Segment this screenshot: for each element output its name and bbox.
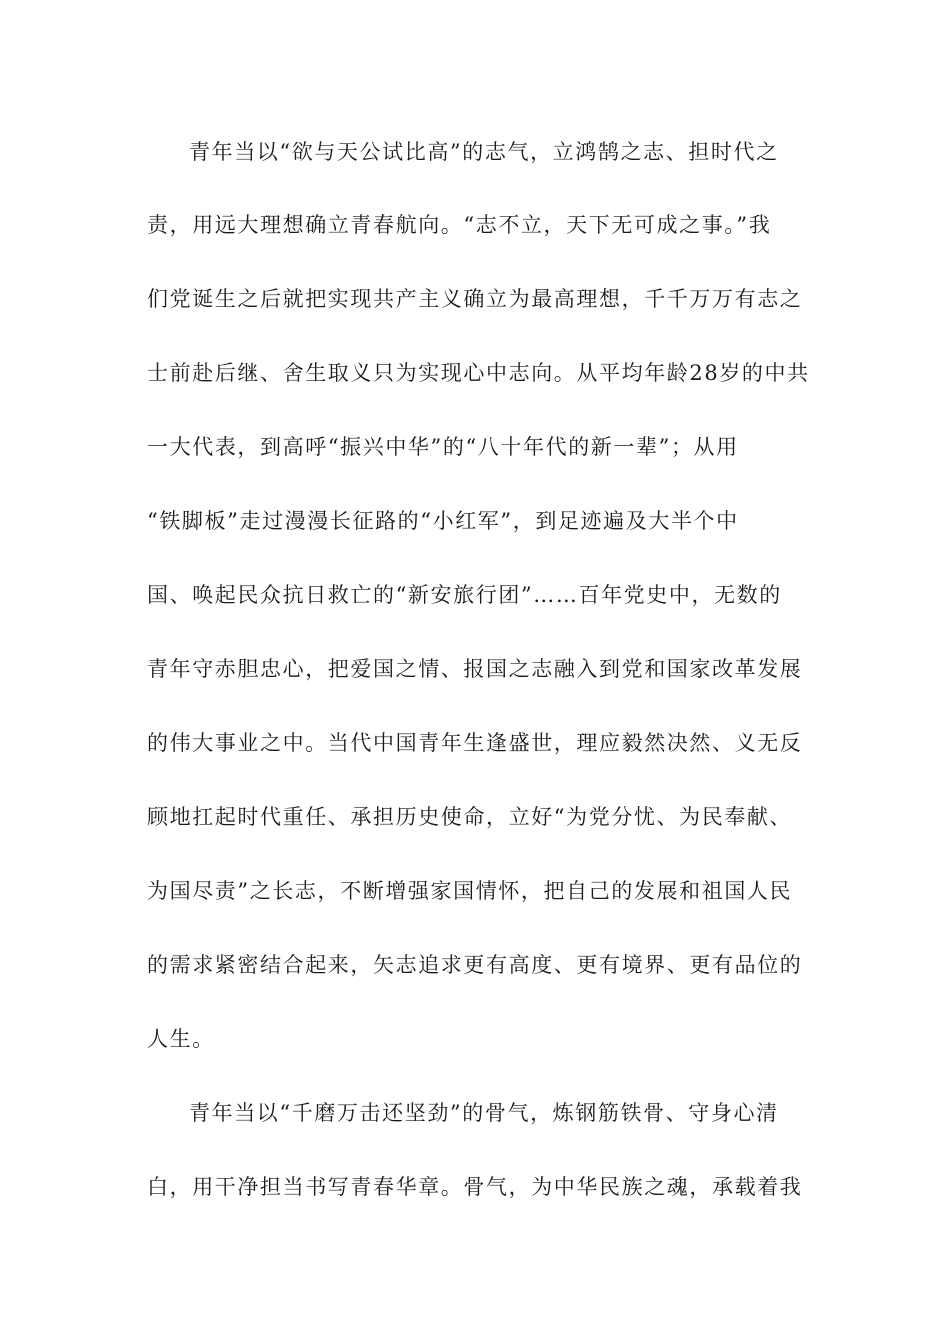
paragraph-1-line-6: “铁脚板”走过漫漫长征路的“小红军”，到足迹遍及大半个中 [147, 509, 739, 533]
paragraph-1-line-4: 士前赴后继、舍生取义只为实现心中志向。从平均年龄28岁的中共 [147, 361, 810, 385]
paragraph-1-line-11: 为国尽责”之长志，不断增强家国情怀，把自己的发展和祖国人民 [147, 879, 793, 903]
paragraph-1-line-2: 责，用远大理想确立青春航向。“志不立，天下无可成之事。”我 [147, 213, 772, 237]
paragraph-1-line-1: 青年当以“欲与天公试比高”的志气，立鸿鹄之志、担时代之 [189, 140, 779, 164]
paragraph-1-line-5: 一大代表，到高呼“振兴中华”的“八十年代的新一辈”；从用 [147, 435, 739, 459]
paragraph-1-line-10: 顾地扛起时代重任、承担历史使命，立好“为党分忧、为民奉献、 [147, 805, 793, 829]
paragraph-1-line-7: 国、唤起民众抗日救亡的“新安旅行团”……百年党史中，无数的 [147, 583, 782, 607]
paragraph-1-line-3: 们党诞生之后就把实现共产主义确立为最高理想，千千万万有志之 [147, 287, 803, 311]
paragraph-2-line-2: 白，用干净担当书写青春华章。骨气，为中华民族之魂，承载着我 [147, 1175, 803, 1199]
paragraph-1-line-9: 的伟大事业之中。当代中国青年生逢盛世，理应毅然决然、义无反 [147, 731, 803, 755]
paragraph-2-line-1: 青年当以“千磨万击还坚劲”的骨气，炼钢筋铁骨、守身心清 [189, 1101, 779, 1125]
paragraph-1-line-8: 青年守赤胆忠心，把爱国之情、报国之志融入到党和国家改革发展 [147, 657, 803, 681]
paragraph-1-line-12: 的需求紧密结合起来，矢志追求更有高度、更有境界、更有品位的 [147, 953, 803, 977]
paragraph-1-line-13: 人生。 [147, 1027, 215, 1051]
